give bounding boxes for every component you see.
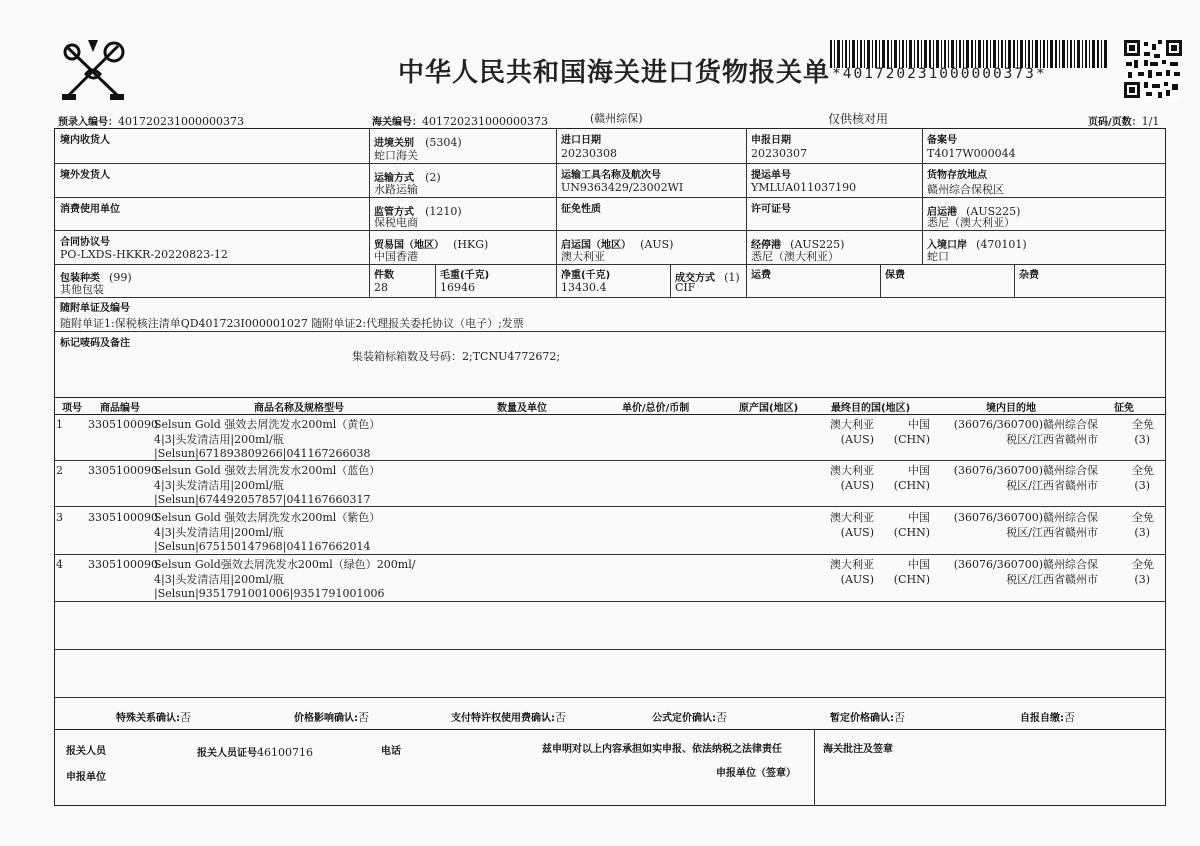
import-customs-label: 进境关别	[374, 138, 414, 149]
supervision-label: 监管方式	[374, 207, 414, 218]
royalty-value: 否	[555, 711, 566, 724]
item-levy-code: (3)	[1134, 479, 1150, 492]
transport-mode-value: 水路运输	[374, 183, 418, 196]
marks-label: 标记唛码及备注	[60, 338, 130, 349]
item-domestic-line2: 税区/江西省赣州市	[1006, 573, 1098, 586]
item-dest: 中国	[908, 511, 930, 524]
goods-header-domestic: 境内目的地	[986, 403, 1036, 414]
import-date-value: 20230308	[561, 147, 617, 160]
table-row	[54, 416, 1166, 460]
marks-value: 集装箱标箱数及号码：2;TCNU4772672;	[352, 350, 561, 363]
item-no: 4	[56, 558, 63, 571]
customs-emblem-icon	[58, 38, 128, 104]
declaring-unit-seal-label: 申报单位（签章）	[716, 768, 796, 779]
storage-label: 货物存放地点	[927, 170, 987, 181]
item-origin: 澳大利亚	[830, 418, 874, 431]
item-origin: 澳大利亚	[830, 464, 874, 477]
royalty-label: 支付特许权使用费确认:	[451, 713, 555, 724]
item-name-line1: Selsun Gold 强效去屑洗发水200ml（紫色）	[154, 511, 381, 524]
net-weight-label: 净重(千克)	[561, 270, 611, 281]
item-name-line1: Selsun Gold 强效去屑洗发水200ml（黄色）	[154, 418, 381, 431]
table-row	[54, 508, 1166, 554]
item-domestic-line2: 税区/江西省赣州市	[1006, 526, 1098, 539]
self-pay-value: 否	[1064, 711, 1075, 724]
consignee-label: 境内收货人	[60, 135, 110, 146]
goods-header-qty: 数量及单位	[497, 403, 547, 414]
goods-header-name: 商品名称及规格型号	[254, 403, 344, 414]
item-levy-code: (3)	[1134, 526, 1150, 539]
insurance-label: 保费	[885, 270, 905, 281]
deal-mode-code: (1)	[724, 271, 740, 284]
item-levy: 全免	[1132, 558, 1154, 571]
item-name-line3: |Selsun|671893809266|041167266038	[154, 447, 371, 460]
pre-entry-label: 预录入编号：	[58, 117, 118, 128]
item-dest-code: (CHN)	[893, 573, 930, 586]
legal-statement: 兹申明对以上内容承担如实申报、依法纳税之法律责任	[542, 744, 782, 755]
declare-date-label: 申报日期	[751, 135, 791, 146]
shipper-label: 境外发货人	[60, 170, 110, 181]
declarant-label: 报关人员	[66, 746, 106, 757]
vessel-label: 运输工具名称及航次号	[561, 170, 661, 181]
freight-label: 运费	[751, 270, 771, 281]
barcode-text: *401720231000000373*	[832, 66, 1047, 82]
customs-number: 401720231000000373	[422, 115, 548, 128]
origin-country-label: 启运国（地区）	[561, 240, 631, 251]
pieces-value: 28	[374, 281, 388, 294]
item-dest-code: (CHN)	[893, 479, 930, 492]
package-label: 包装种类	[60, 273, 100, 284]
goods-header-levy: 征免	[1114, 403, 1134, 414]
customs-office-note: (赣州综保)	[590, 112, 643, 125]
consumer-unit-label: 消费使用单位	[60, 204, 120, 215]
supervision-code: (1210)	[425, 205, 462, 218]
bill-of-lading-label: 提运单号	[751, 170, 791, 181]
item-dest: 中国	[908, 418, 930, 431]
gross-weight-value: 16946	[440, 281, 475, 294]
item-code: 3305100090	[88, 464, 158, 477]
goods-header-dest: 最终目的国(地区)	[831, 403, 911, 414]
departure-port-value: 悉尼（澳大利亚）	[927, 216, 1015, 229]
document-title: 中华人民共和国海关进口货物报关单	[398, 58, 831, 88]
entry-port-value: 蛇口	[927, 250, 949, 263]
entry-port-code: (470101)	[976, 238, 1027, 251]
package-value: 其他包装	[60, 283, 104, 296]
import-customs-code: (5304)	[425, 136, 462, 149]
transit-port-value: 悉尼（澳大利亚）	[751, 250, 839, 263]
declarant-no-label: 报关人员证号	[197, 748, 257, 759]
trade-country-value: 中国香港	[374, 250, 418, 263]
entry-port-label: 入境口岸	[927, 240, 967, 251]
item-domestic-line1: (36076/360700)赣州综合保	[953, 558, 1098, 571]
self-pay-label: 自报自缴:	[1020, 713, 1064, 724]
pieces-label: 件数	[374, 270, 394, 281]
item-name-line2: 4|3|头发清洁用|200ml/瓶	[154, 479, 284, 492]
goods-header-code: 商品编号	[100, 403, 140, 414]
trade-country-label: 贸易国（地区）	[374, 240, 444, 251]
item-name-line3: |Selsun|9351791001006|9351791001006	[154, 587, 385, 600]
item-name-line2: 4|3|头发清洁用|200ml/瓶	[154, 526, 284, 539]
provisional-price-label: 暂定价格确认:	[830, 713, 894, 724]
departure-port-label: 启运港	[927, 207, 957, 218]
special-relation-value: 否	[180, 711, 191, 724]
item-name-line3: |Selsun|675150147968|041167662014	[154, 540, 371, 553]
goods-header-no: 项号	[62, 403, 82, 414]
origin-country-value: 澳大利亚	[561, 250, 605, 263]
qr-code	[1124, 40, 1182, 98]
item-dest-code: (CHN)	[893, 526, 930, 539]
customs-number-label: 海关编号：	[372, 117, 422, 128]
gross-weight-label: 毛重(千克)	[440, 270, 490, 281]
storage-value: 赣州综合保税区	[927, 183, 1004, 196]
item-code: 3305100090	[88, 511, 158, 524]
misc-fee-label: 杂费	[1019, 270, 1039, 281]
license-label: 许可证号	[751, 204, 791, 215]
transit-port-code: (AUS225)	[790, 238, 845, 251]
trade-country-code: (HKG)	[453, 238, 489, 251]
departure-port-code: (AUS225)	[966, 205, 1021, 218]
vessel-value: UN9363429/23002WI	[561, 181, 684, 194]
table-row	[54, 556, 1166, 601]
declaring-unit-label: 申报单位	[66, 772, 106, 783]
provisional-price-value: 否	[894, 711, 905, 724]
formula-price-value: 否	[716, 711, 727, 724]
item-dest: 中国	[908, 558, 930, 571]
item-domestic-line2: 税区/江西省赣州市	[1006, 433, 1098, 446]
deal-mode-label: 成交方式	[675, 273, 715, 284]
special-relation-label: 特殊关系确认:	[116, 713, 180, 724]
item-origin-code: (AUS)	[840, 526, 874, 539]
item-origin-code: (AUS)	[840, 433, 874, 446]
item-name-line1: Selsun Gold 强效去屑洗发水200ml（蓝色）	[154, 464, 381, 477]
attached-docs-label: 随附单证及编号	[60, 303, 130, 314]
goods-header-price: 单价/总价/币制	[622, 403, 690, 414]
import-date-label: 进口日期	[561, 135, 601, 146]
item-origin: 澳大利亚	[830, 558, 874, 571]
item-domestic-line1: (36076/360700)赣州综合保	[953, 418, 1098, 431]
item-levy: 全免	[1132, 418, 1154, 431]
item-origin: 澳大利亚	[830, 511, 874, 524]
item-levy-code: (3)	[1134, 433, 1150, 446]
table-row	[54, 462, 1166, 506]
item-name-line2: 4|3|头发清洁用|200ml/瓶	[154, 573, 284, 586]
pre-entry-number: 401720231000000373	[118, 115, 244, 128]
item-domestic-line2: 税区/江西省赣州市	[1006, 479, 1098, 492]
item-dest-code: (CHN)	[893, 433, 930, 446]
bill-of-lading-value: YMLUA011037190	[751, 181, 857, 194]
item-origin-code: (AUS)	[840, 479, 874, 492]
package-code: (99)	[109, 271, 132, 284]
item-no: 1	[56, 418, 63, 431]
item-name-line3: |Selsun|674492057857|041167660317	[154, 493, 371, 506]
check-only-note: 仅供核对用	[828, 112, 889, 126]
page-label: 页码/页数：	[1088, 117, 1142, 128]
item-no: 3	[56, 511, 63, 524]
item-domestic-line1: (36076/360700)赣州综合保	[953, 511, 1098, 524]
item-name-line1: Selsun Gold强效去屑洗发水200ml（绿色）200ml/	[154, 558, 416, 571]
formula-price-label: 公式定价确认:	[652, 713, 716, 724]
net-weight-value: 13430.4	[561, 281, 607, 294]
supervision-value: 保税电商	[374, 216, 418, 229]
declare-date-value: 20230307	[751, 147, 807, 160]
deal-mode-value: CIF	[675, 281, 696, 294]
declarant-no-value: 46100716	[257, 746, 313, 759]
item-code: 3305100090	[88, 418, 158, 431]
transit-port-label: 经停港	[751, 240, 781, 251]
contract-value: PO-LXDS-HKKR-20220823-12	[60, 248, 228, 261]
customs-endorsement-label: 海关批注及签章	[823, 744, 893, 755]
item-code: 3305100090	[88, 558, 158, 571]
item-levy: 全免	[1132, 511, 1154, 524]
item-domestic-line1: (36076/360700)赣州综合保	[953, 464, 1098, 477]
import-customs-value: 蛇口海关	[374, 149, 418, 162]
exemption-label: 征免性质	[561, 204, 601, 215]
origin-country-code: (AUS)	[640, 238, 674, 251]
barcode	[830, 40, 1110, 68]
price-impact-value: 否	[358, 711, 369, 724]
item-origin-code: (AUS)	[840, 573, 874, 586]
transport-mode-code: (2)	[425, 171, 441, 184]
contract-label: 合同协议号	[60, 237, 110, 248]
item-name-line2: 4|3|头发清洁用|200ml/瓶	[154, 433, 284, 446]
transport-mode-label: 运输方式	[374, 173, 414, 184]
item-levy-code: (3)	[1134, 573, 1150, 586]
page-number: 1/1	[1141, 115, 1160, 128]
record-no-value: T4017W000044	[927, 147, 1016, 160]
attached-docs-value: 随附单证1:保税核注清单QD401723I000001027 随附单证2:代理报关委托协议（电子）;发票	[60, 317, 524, 330]
record-no-label: 备案号	[927, 135, 957, 146]
item-dest: 中国	[908, 464, 930, 477]
item-no: 2	[56, 464, 63, 477]
item-levy: 全免	[1132, 464, 1154, 477]
phone-label: 电话	[381, 746, 401, 757]
goods-header-origin: 原产国(地区)	[739, 403, 799, 414]
price-impact-label: 价格影响确认:	[294, 713, 358, 724]
